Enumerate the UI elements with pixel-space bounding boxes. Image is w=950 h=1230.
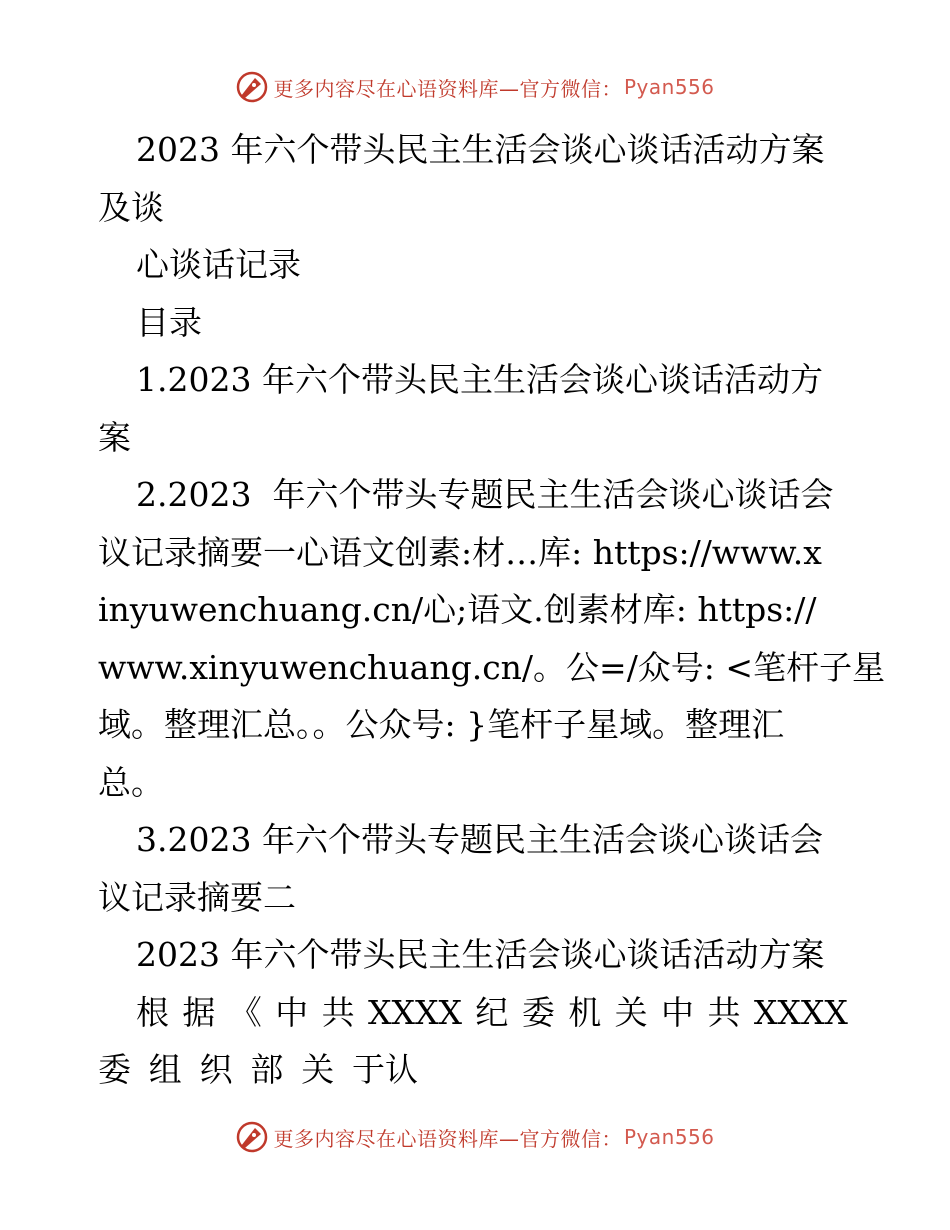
body-word: XXXX	[368, 992, 463, 1032]
body-word: 纪	[475, 992, 509, 1032]
body-word: 于认	[351, 1050, 418, 1089]
body-word: XXXX	[753, 992, 848, 1032]
body-word: 关	[301, 1050, 335, 1089]
doc-title-line-3: 心谈话记录	[136, 245, 301, 284]
toc-item-2-line-2: 议记录摘要一心语文创素:材…库: https://www.x	[98, 532, 822, 572]
watermark-banner-top	[0, 70, 950, 104]
body-word: 委	[521, 992, 555, 1032]
pen-nib-logo-icon	[235, 1120, 269, 1154]
body-text-line-2	[98, 1041, 418, 1099]
body-word: 根	[136, 992, 169, 1032]
toc-item-2-line-1: 2.2023 年六个带头专题民主生活会谈心谈话会	[136, 475, 834, 514]
body-word: 中	[275, 992, 309, 1032]
toc-item-2-line-6: 总。	[98, 762, 164, 802]
toc-item-2-line-4: www.xinyuwenchuang.cn/。公=/众号: <笔杆子星	[98, 647, 886, 687]
toc-item-3-line-2: 议记录摘要二	[98, 877, 296, 917]
body-word: 组	[148, 1050, 182, 1089]
section-heading: 2023 年六个带头民主生活会谈心谈话活动方案	[136, 935, 825, 974]
body-word: 机	[568, 992, 602, 1032]
body-word: 《	[228, 992, 262, 1032]
body-word: 中	[661, 992, 695, 1032]
toc-item-2-line-3: inyuwenchuang.cn/心;语文.创素材库: https://	[98, 590, 817, 629]
doc-title-line-1: 2023 年六个带头民主生活会谈心谈话活动方案	[136, 130, 825, 169]
toc-item-3-line-1: 3.2023 年六个带头专题民主生活会谈心谈话会	[136, 820, 823, 859]
watermark-banner-bottom	[0, 1120, 950, 1154]
body-word: 织	[199, 1050, 233, 1089]
doc-title-line-2: 及谈	[98, 187, 164, 227]
body-word: 关	[614, 992, 648, 1032]
body-word: 委	[98, 1050, 131, 1089]
watermark-handle: Pyan556	[623, 75, 715, 99]
watermark-handle: Pyan556	[623, 1125, 715, 1149]
toc-item-1-line-1: 1.2023 年六个带头民主生活会谈心谈话活动方	[136, 360, 823, 399]
toc-heading: 目录	[136, 302, 202, 342]
toc-item-2-line-5: 域。整理汇总。。公众号: }笔杆子星域。整理汇	[98, 705, 785, 744]
body-text-line-1	[98, 984, 848, 1042]
watermark-text: 更多内容尽在心语资料库—官方微信：	[273, 76, 622, 101]
pen-nib-logo-icon	[235, 70, 269, 104]
body-word: 共	[321, 992, 355, 1032]
body-word: 共	[707, 992, 741, 1032]
toc-item-1-line-2: 案	[98, 417, 131, 457]
body-word: 部	[250, 1050, 284, 1089]
watermark-text: 更多内容尽在心语资料库—官方微信：	[273, 1126, 622, 1151]
document-body	[98, 121, 886, 1099]
body-word: 据	[182, 992, 216, 1032]
